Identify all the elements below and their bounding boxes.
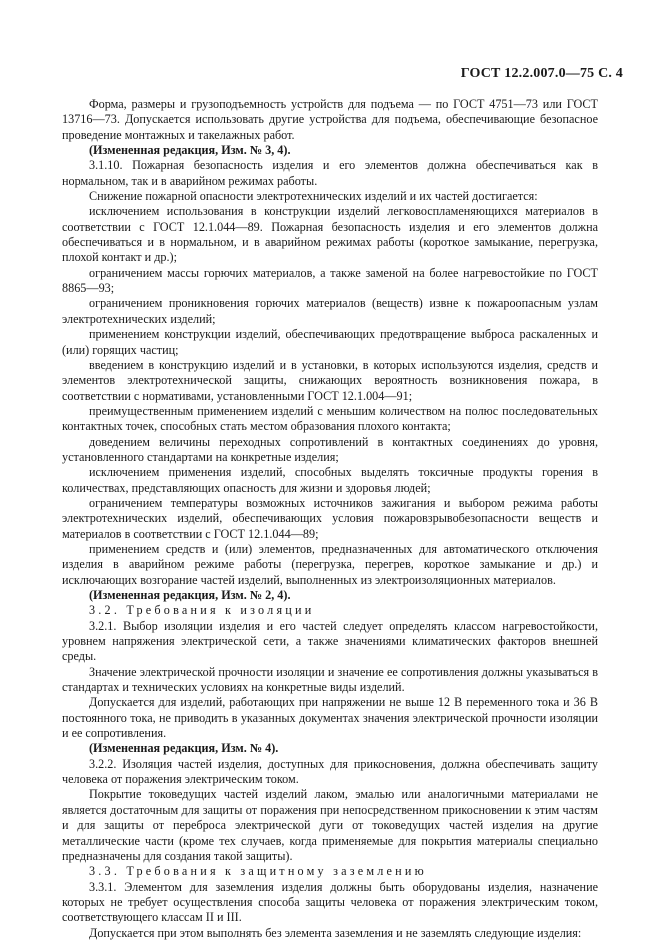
list-item: доведением величины переходных сопротивлений в контактных соединениях до уровня, установленного стандартами на конкретные изделия; — [62, 434, 598, 464]
paragraph-3-3-1: 3.3.1. Элементом для заземления изделия должны быть оборудованы изделия, назначение которых не требует осуществления способа защиты человека от поражения электрическим током, соответствующего классам II и III. — [62, 879, 598, 925]
list-item: преимущественным применением изделий с меньшим количеством на полюс последовательных контактных точек, способных стать местом образования плохого контакта; — [62, 403, 598, 434]
paragraph-fire-hazard-intro: Снижение пожарной опасности электротехнических изделий и их частей достигается: — [89, 189, 538, 204]
amendment-note: (Измененная редакция, Изм. № 4). — [89, 741, 279, 756]
amendment-note: (Измененная редакция, Изм. № 2, 4). — [89, 588, 291, 602]
paragraph-exceptions-intro: Допускается при этом выполнять без элемента заземления и не заземлять следующие изделия: — [89, 925, 582, 940]
list-item: введением в конструкцию изделий и в установки, в которых используются изделия, средств и элементов электротехнической защиты, снижающих вероятность возникновения пожара, в соответствии с нормативами, установленными ГОСТ 12.1.004—91; — [62, 357, 598, 403]
paragraph-coating: Покрытие токоведущих частей изделий лаком, эмалью или аналогичными материалами не является достаточным для защиты от поражения при непосредственном прикосновении к этим частям и для защиты от переброса электрической дуги от токоведущих частей изделия на другие металлические части (кроме тех случаев, когда применяемые для покрытия материалы специально предназначены для создания такой защиты). — [62, 787, 598, 863]
section-heading-grounding: 3.3. Требования к защитному заземлению — [89, 864, 427, 879]
paragraph-3-2-1: 3.2.1. Выбор изоляции изделия и его частей следует определять классом нагревостойкости, уровнем напряжения электрической сети, а также значениями климатических факторов внешней среды. — [62, 618, 598, 664]
paragraph-3-1-10: 3.1.10. Пожарная безопасность изделия и его элементов должна обеспечиваться как в нормальном, так и в аварийном режимах работы. — [62, 158, 598, 188]
section-heading-insulation: 3.2. Требования к изоляции — [89, 603, 315, 618]
page-header: ГОСТ 12.2.007.0—75 С. 4 — [460, 66, 623, 81]
list-item: исключением применения изделий, способных выделять токсичные продукты горения в количествах, представляющих опасность для жизни и здоровья людей; — [62, 465, 598, 495]
list-item: применением средств и (или) элементов, предназначенных для автоматического отключения изделия в аварийном режиме работы (перегрузка, перегрев, короткое замыкание и др.) и исключающих возгорание частей изделий, выполненных из электроизоляционных материалов. — [62, 541, 598, 587]
document-body — [62, 97, 598, 941]
list-item: применением конструкции изделий, обеспечивающих предотвращение выброса раскаленных и (или) горящих частиц; — [62, 327, 598, 357]
paragraph-3-2-2: 3.2.2. Изоляция частей изделия, доступных для прикосновения, должна обеспечивать защиту человека от поражения электрическим током. — [62, 756, 598, 787]
list-item: исключением использования в конструкции изделий легковоспламеняющихся материалов в соответствии с ГОСТ 12.1.044—89. Пожарная безопасность изделия и его элементов должна обеспечиваться и в нормальном, и в аварийном режимах работы (короткое замыкание, перегрузка, плохой контакт и др.); — [62, 204, 598, 265]
paragraph-lifting-devices: Форма, размеры и грузоподъемность устройств для подъема — по ГОСТ 4751—73 или ГОСТ 13716—73. Допускается использовать другие устройства для подъема, обеспечивающие безопасное проведение монтажных и такелажных работ. — [62, 97, 598, 142]
paragraph-low-voltage: Допускается для изделий, работающих при напряжении не выше 12 В переменного тока и 36 В постоянного тока, не приводить в указанных документах значения электрической прочности изоляции и ее сопротивления. — [62, 695, 598, 741]
amendment-note: (Измененная редакция, Изм. № 3, 4). — [89, 143, 291, 158]
list-item: ограничением проникновения горючих материалов (веществ) извне к пожароопасным узлам электротехнических изделий; — [62, 296, 598, 326]
list-item: ограничением температуры возможных источников зажигания и выбором режима работы электротехнических изделий, обеспечивающих условия пожаровзрывобезопасности веществ и материалов в соответствии с ГОСТ 12.1.044—89; — [62, 495, 598, 541]
list-item: ограничением массы горючих материалов, а также заменой на более нагревостойкие по ГОСТ 8865—93; — [62, 265, 598, 296]
paragraph-insulation-values: Значение электрической прочности изоляции и значение ее сопротивления должны указываться в стандартах и технических условиях на конкретные виды изделий. — [62, 664, 598, 695]
